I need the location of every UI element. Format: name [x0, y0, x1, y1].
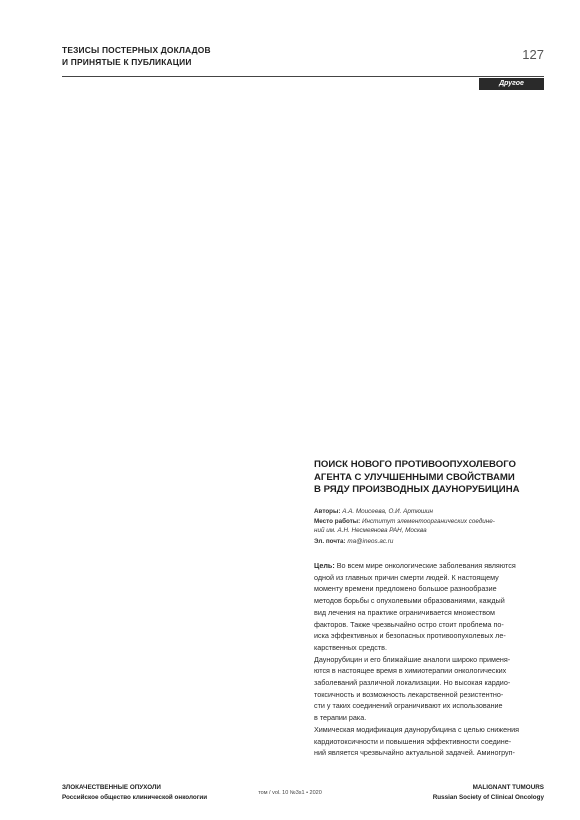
abstract-body: [314, 560, 544, 759]
body-text-line: Химическая модификация даунорубицина с целью снижения: [314, 724, 519, 734]
header-divider: [62, 76, 544, 77]
aim-label: Цель:: [314, 561, 335, 570]
body-text-line: кардиотоксичности и повышения эффективности соедине-: [314, 736, 512, 746]
workplace-value-2: ний им. А.Н. Несмеянова РАН, Москва: [314, 527, 427, 535]
email-value: ma@ineos.ac.ru: [347, 538, 394, 545]
footer-journal-title-en: MALIGNANT TUMOURS: [472, 784, 544, 791]
footer-volume: том / vol. 10 №3s1 • 2020: [258, 790, 322, 796]
authors-value: А.А. Моисеева, О.И. Артюшин: [342, 508, 433, 515]
title-line: В РЯДУ ПРОИЗВОДНЫХ ДАУНОРУБИЦИНА: [314, 484, 520, 496]
section-title-line2: И ПРИНЯТЫЕ К ПУБЛИКАЦИИ: [62, 57, 192, 67]
body-text-line: одной из главных причин смерти людей. К настоящему: [314, 572, 499, 582]
section-title-line1: ТЕЗИСЫ ПОСТЕРНЫХ ДОКЛАДОВ: [62, 45, 211, 55]
body-text-line: ются в настоящее время в химиотерапии онкологических: [314, 666, 507, 676]
body-text-line: в терапии рака.: [314, 713, 367, 723]
body-text-line: заболеваний различной локализации. Но высокая кардио-: [314, 678, 511, 688]
workplace-value-1: Институт элементоорганических соедине-: [362, 518, 495, 525]
body-text-line: ний является чрезвычайно актуальной задачей. Аминогруп-: [314, 748, 515, 758]
footer-journal-title-ru: ЗЛОКАЧЕСТВЕННЫЕ ОПУХОЛИ: [62, 784, 161, 791]
paragraph-aim: [314, 560, 544, 654]
body-text-line: методов борьбы с опухолевыми образованиями, каждый: [314, 596, 505, 606]
body-text-line: токсичность и возможность лекарственной резистентно-: [314, 689, 504, 699]
title-line: ПОИСК НОВОГО ПРОТИВООПУХОЛЕВОГО: [314, 459, 516, 470]
footer-society-en: Russian Society of Clinical Oncology: [432, 793, 544, 801]
paragraph-modification: [314, 724, 544, 759]
footer-society-ru: Российское общество клинической онкологии: [62, 793, 208, 801]
workplace-label: Место работы:: [314, 518, 361, 525]
article-title: [314, 459, 544, 497]
body-text-line: Даунорубицин и его ближайшие аналоги широко применя-: [314, 654, 511, 664]
email-line: [314, 537, 544, 546]
body-text-line: иска эффективных и безопасных противоопухолевых ле-: [314, 631, 506, 641]
title-line: АГЕНТА С УЛУЧШЕННЫМИ СВОЙСТВАМИ: [314, 471, 515, 483]
email-label: Эл. почта:: [314, 538, 346, 545]
authors-line: [314, 507, 544, 516]
body-text-line: моменту времени предложено большое разнообразие: [314, 584, 497, 594]
workplace-line1: [314, 517, 544, 526]
workplace-block: [314, 517, 544, 535]
body-text-line: сти у таких соединений ограничивают их использование: [314, 701, 503, 711]
workplace-line2: [314, 526, 544, 535]
body-text-line: карственных средств.: [314, 642, 387, 652]
footer-journal-en: [433, 783, 544, 802]
category-tag: Другое: [479, 78, 544, 90]
body-text-line: Цель: Во всем мире онкологические заболевания являются: [314, 561, 516, 570]
authors-label: Авторы:: [314, 508, 341, 515]
paragraph-daunorubicin: [314, 654, 544, 724]
page-number: 127: [522, 47, 544, 62]
body-text-line: вид лечения на практике ограничивается множеством: [314, 607, 495, 617]
running-header-section: [62, 44, 211, 68]
body-text-line: факторов. Также чрезвычайно остро стоит проблема по-: [314, 619, 504, 629]
